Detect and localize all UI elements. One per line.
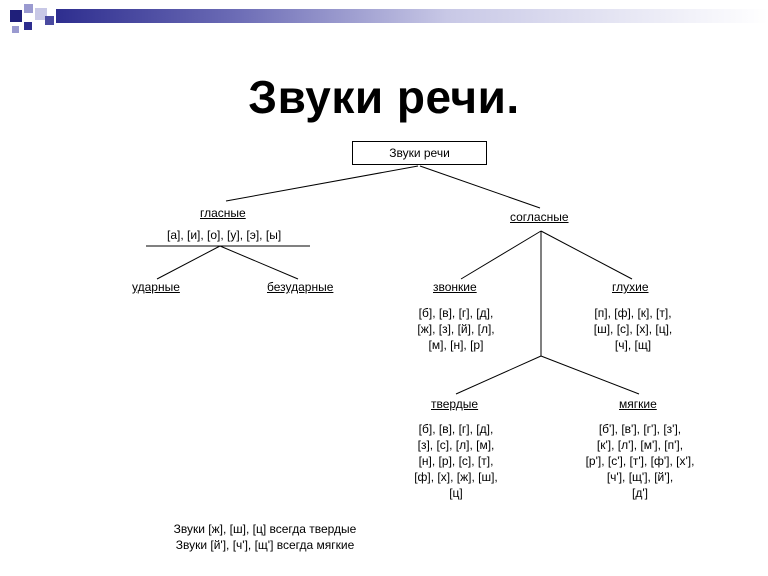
- connector-vowels-stressed: [157, 246, 220, 279]
- connector-consonants-voiceless: [541, 231, 632, 279]
- note-line: Звуки [й'], [ч'], [щ'] всегда мягкие: [175, 538, 355, 552]
- hard-list-line: [з], [с], [л], [м],: [417, 438, 495, 452]
- voiced-list: [396, 305, 516, 353]
- connector-root-vowels: [226, 166, 418, 201]
- consonants-label: согласные: [510, 210, 569, 224]
- voiceless-list: [572, 305, 694, 353]
- unstressed-label: безударные: [267, 280, 334, 294]
- connector-root-consonants: [420, 166, 540, 208]
- hard-list-line: [б], [в], [г], [д],: [418, 422, 494, 436]
- voiced-label: звонкие: [433, 280, 477, 294]
- voiced-list-line: [б], [в], [г], [д],: [418, 306, 494, 320]
- voiceless-list-line: [ч], [щ]: [614, 338, 652, 352]
- vowels-list: [а], [и], [о], [у], [э], [ы]: [167, 228, 282, 242]
- connector-vowels-unstressed: [220, 246, 298, 279]
- soft-list-line: [д']: [632, 486, 648, 500]
- notes: [160, 521, 370, 553]
- page-title: Звуки речи.: [248, 71, 520, 123]
- voiced-list-line: [ж], [з], [й], [л],: [417, 322, 495, 336]
- connector-consonants-voiced: [461, 231, 541, 279]
- hard-list: [395, 421, 517, 501]
- hard-list-line: [н], [р], [с], [т],: [418, 454, 494, 468]
- soft-list-line: [ч'], [щ'], [й'],: [606, 470, 674, 484]
- connector-consonants-soft: [541, 356, 639, 394]
- soft-list-line: [р'], [с'], [т'], [ф'], [х'],: [585, 454, 695, 468]
- root-node-label: Звуки речи: [389, 146, 450, 160]
- voiceless-label: глухие: [612, 280, 649, 294]
- hard-list-line: [ф], [х], [ж], [ш],: [414, 470, 498, 484]
- voiceless-list-line: [ш], [с], [х], [ц],: [593, 322, 673, 336]
- soft-list-line: [б'], [в'], [г'], [з'],: [598, 422, 682, 436]
- hard-list-line: [ц]: [449, 486, 463, 500]
- soft-label: мягкие: [619, 397, 657, 411]
- stressed-label: ударные: [132, 280, 180, 294]
- soft-list: [570, 421, 710, 501]
- voiced-list-line: [м], [н], [р]: [428, 338, 484, 352]
- vowels-label: гласные: [200, 206, 246, 220]
- root-node-box: [352, 141, 487, 165]
- voiceless-list-line: [п], [ф], [к], [т],: [594, 306, 672, 320]
- note-line: Звуки [ж], [ш], [ц] всегда твердые: [173, 522, 357, 536]
- soft-list-line: [к'], [л'], [м'], [п'],: [596, 438, 684, 452]
- hard-label: твердые: [431, 397, 479, 411]
- connector-consonants-hard: [456, 356, 541, 394]
